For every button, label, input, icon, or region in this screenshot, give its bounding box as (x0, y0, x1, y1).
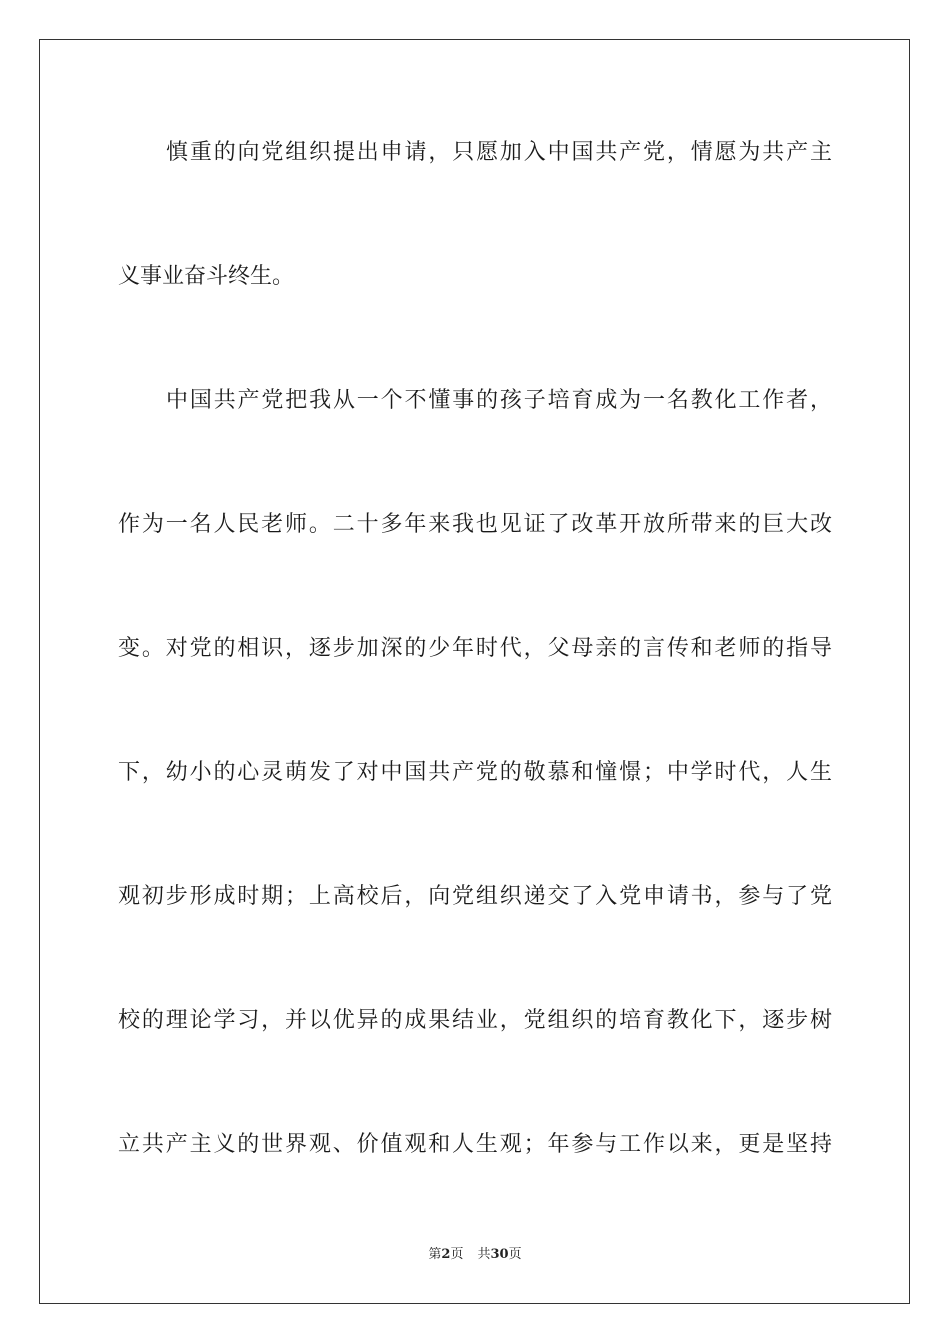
paragraph-line-7: 观初步形成时期；上高校后，向党组织递交了入党申请书，参与了党 (118, 884, 832, 909)
paragraph-line-1: 慎重的向党组织提出申请，只愿加入中国共产党，情愿为共产主 (166, 140, 832, 165)
footer-page-prefix: 第 (428, 1247, 442, 1262)
footer-page-unit: 页 (450, 1247, 464, 1262)
footer-total-unit: 页 (508, 1247, 522, 1262)
paragraph-line-9: 立共产主义的世界观、价值观和人生观；年参与工作以来，更是坚持 (118, 1132, 832, 1157)
footer-page-number: 2 (441, 1247, 451, 1262)
page-border (39, 39, 910, 1304)
page-footer (0, 1246, 950, 1264)
footer-total-prefix: 共 (477, 1247, 491, 1262)
paragraph-line-5: 变。对党的相识，逐步加深的少年时代，父母亲的言传和老师的指导 (118, 636, 832, 661)
paragraph-line-3: 中国共产党把我从一个不懂事的孩子培育成为一名教化工作者， (166, 388, 832, 413)
paragraph-line-2: 义事业奋斗终生。 (118, 264, 295, 289)
paragraph-line-8: 校的理论学习，并以优异的成果结业，党组织的培育教化下，逐步树 (118, 1008, 832, 1033)
paragraph-line-4: 作为一名人民老师。二十多年来我也见证了改革开放所带来的巨大改 (118, 512, 832, 537)
paragraph-line-6: 下，幼小的心灵萌发了对中国共产党的敬慕和憧憬；中学时代，人生 (118, 760, 832, 785)
footer-total-pages: 30 (490, 1247, 509, 1262)
